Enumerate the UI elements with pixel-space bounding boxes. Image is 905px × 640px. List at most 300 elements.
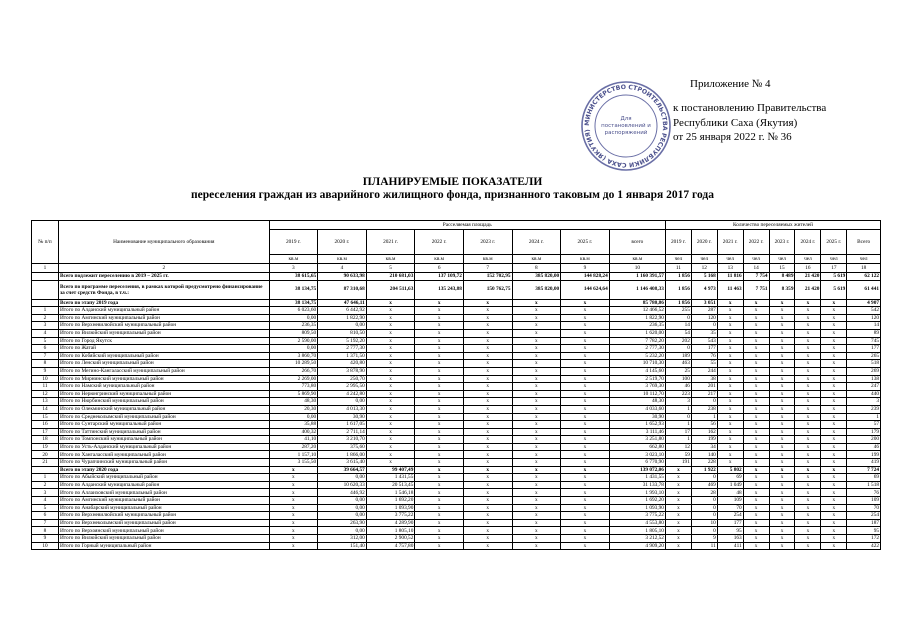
row-number-cell: 6 [32, 345, 59, 353]
value-cell: 5 869,90 [269, 390, 318, 398]
municipality-name-cell: Итого по Нюрбинский муниципальный район [58, 398, 269, 406]
municipality-name-cell: Итого по Вилюйский муниципальный район [58, 535, 269, 543]
value-cell: 255 [665, 307, 691, 315]
value-cell: x [743, 299, 769, 307]
resolution-line-2: Республики Саха (Якутия) [673, 116, 798, 129]
value-cell: x [463, 428, 512, 436]
value-cell: x [795, 459, 821, 467]
value-cell: 420,80 [318, 360, 367, 368]
value-cell: 163 [717, 535, 743, 543]
value-cell: 411 [717, 542, 743, 550]
column-number-cell: 6 [415, 264, 464, 273]
value-cell: x [769, 307, 795, 315]
row-number-cell: 15 [32, 413, 59, 421]
value-cell: 247 [847, 383, 881, 391]
value-cell: x [821, 329, 847, 337]
row-number-cell: 17 [32, 428, 59, 436]
value-cell: x [561, 443, 610, 451]
column-number-cell: 3 [269, 264, 318, 273]
value-cell: x [743, 405, 769, 413]
value-cell: 1 049 [717, 481, 743, 489]
value-cell: 5 619 [821, 280, 847, 299]
municipality-name-cell: Итого по Усть-Алданский муниципальный район [58, 443, 269, 451]
value-cell: x [561, 474, 610, 482]
value-cell: x [366, 352, 415, 360]
value-cell: 0 [665, 345, 691, 353]
table-row [32, 466, 881, 474]
value-cell: x [769, 535, 795, 543]
value-cell: x [561, 512, 610, 520]
column-number-cell: 13 [717, 264, 743, 273]
value-cell: x [717, 314, 743, 322]
value-cell: x [717, 299, 743, 307]
value-cell: 662,80 [609, 443, 665, 451]
value-cell: x [512, 405, 561, 413]
value-cell: x [512, 307, 561, 315]
value-cell: x [769, 337, 795, 345]
value-cell: 191 [665, 459, 691, 467]
table-row [32, 527, 881, 535]
value-cell: x [795, 314, 821, 322]
municipality-name-cell: Итого по Среднеколымский муниципальный район [58, 413, 269, 421]
value-cell: x [795, 428, 821, 436]
municipality-name-cell: Итого по Мегино-Кангаласский муниципальный район [58, 367, 269, 375]
value-cell: 76 [691, 352, 717, 360]
value-cell: 11 816 [717, 273, 743, 281]
value-cell: 0,00 [318, 527, 367, 535]
value-cell: 2 900,52 [366, 535, 415, 543]
value-cell: x [561, 390, 610, 398]
value-cell: 463 [665, 360, 691, 368]
value-cell: x [743, 398, 769, 406]
value-cell: x [415, 337, 464, 345]
value-cell: 46 [665, 383, 691, 391]
value-cell: x [717, 337, 743, 345]
value-cell: x [463, 535, 512, 543]
value-cell: x [366, 337, 415, 345]
value-cell: 137 109,72 [415, 273, 464, 281]
value-cell: x [821, 436, 847, 444]
value-cell: 10 620,33 [318, 481, 367, 489]
value-cell: x [561, 504, 610, 512]
value-cell: x [269, 535, 318, 543]
value-cell: 56 [691, 421, 717, 429]
value-cell: 151,40 [318, 542, 367, 550]
value-cell: x [769, 345, 795, 353]
value-cell: x [717, 345, 743, 353]
value-cell: x [717, 459, 743, 467]
value-cell: 199 [847, 451, 881, 459]
value-cell: x [561, 405, 610, 413]
value-cell: x [463, 360, 512, 368]
value-cell: 7 751 [743, 280, 769, 299]
municipality-name-cell: Итого по Ленский муниципальный район [58, 360, 269, 368]
value-cell: 1 546,18 [366, 489, 415, 497]
value-cell: x [463, 345, 512, 353]
value-cell: x [415, 519, 464, 527]
area-year-header: 2020 г. [318, 230, 367, 255]
value-cell: 2 995,50 [318, 383, 367, 391]
value-cell: 4 145,60 [609, 367, 665, 375]
value-cell: 2 777,30 [318, 345, 367, 353]
value-cell: x [561, 466, 610, 474]
value-cell: 14 [847, 322, 881, 330]
value-cell: 2 777,30 [609, 345, 665, 353]
value-cell: x [769, 352, 795, 360]
row-number-cell: 5 [32, 337, 59, 345]
municipality-name-cell: Итого по Верхневилюйский муниципальный район [58, 322, 269, 330]
value-cell: x [512, 519, 561, 527]
municipality-name-cell: Итого по Нерюнгринский муниципальный район [58, 390, 269, 398]
value-cell: 61 441 [847, 280, 881, 299]
value-cell: x [512, 428, 561, 436]
table-row [32, 535, 881, 543]
value-cell: 39 664,57 [318, 466, 367, 474]
value-cell: 7 754 [743, 273, 769, 281]
value-cell: x [795, 474, 821, 482]
value-cell: 422 [847, 542, 881, 550]
value-cell: x [561, 527, 610, 535]
value-cell: x [366, 459, 415, 467]
value-cell: x [665, 489, 691, 497]
value-cell: 1 518 [847, 481, 881, 489]
value-cell: x [795, 299, 821, 307]
value-cell: 109 [717, 497, 743, 505]
value-cell: x [366, 451, 415, 459]
value-cell: 1 [665, 405, 691, 413]
unit-cell: кв.м [318, 255, 367, 264]
value-cell: x [743, 360, 769, 368]
value-cell: 10 112,70 [609, 390, 665, 398]
value-cell: x [269, 481, 318, 489]
value-cell: x [463, 466, 512, 474]
value-cell: x [463, 481, 512, 489]
value-cell: x [795, 512, 821, 520]
value-cell: x [795, 398, 821, 406]
value-cell: x [415, 360, 464, 368]
value-cell: x [821, 481, 847, 489]
value-cell: x [821, 299, 847, 307]
value-cell: x [366, 329, 415, 337]
value-cell: 99 407,49 [366, 466, 415, 474]
value-cell: 266,70 [269, 367, 318, 375]
value-cell: x [512, 360, 561, 368]
stamp-center-1: Для [620, 116, 632, 122]
value-cell: x [665, 527, 691, 535]
column-number-cell: 16 [795, 264, 821, 273]
value-cell: 1 093,90 [609, 504, 665, 512]
stamp-center-3: распоряжений [604, 130, 648, 136]
value-cell: x [463, 352, 512, 360]
row-number-cell: 5 [32, 504, 59, 512]
municipality-name-cell: Итого по Кобяйский муниципальный район [58, 352, 269, 360]
value-cell: 5 192,20 [318, 337, 367, 345]
value-cell: x [821, 383, 847, 391]
value-cell: 238 [691, 405, 717, 413]
value-cell: 1 692,20 [366, 497, 415, 505]
value-cell: 140 [691, 451, 717, 459]
value-cell: x [561, 413, 610, 421]
table-row [32, 519, 881, 527]
table-row [32, 383, 881, 391]
value-cell: x [463, 519, 512, 527]
value-cell: 0,00 [318, 512, 367, 520]
value-cell: x [463, 451, 512, 459]
value-cell: 3 212,52 [609, 535, 665, 543]
table-row [32, 329, 881, 337]
value-cell: 269 [847, 367, 881, 375]
value-cell: 1 692,20 [609, 497, 665, 505]
value-cell: x [463, 314, 512, 322]
value-cell: 287,20 [269, 443, 318, 451]
value-cell: x [717, 413, 743, 421]
value-cell: 89 [847, 329, 881, 337]
value-cell: x [795, 337, 821, 345]
value-cell: x [743, 352, 769, 360]
value-cell: 4 973 [691, 280, 717, 299]
value-cell: x [743, 436, 769, 444]
value-cell: x [415, 466, 464, 474]
municipality-name-cell: Всего подлежит переселению в 2019 – 2025 гг. [58, 273, 269, 281]
resolution-line-1: к постановлению Правительства [673, 102, 827, 114]
value-cell: x [269, 542, 318, 550]
unit-cell: кв.м [269, 255, 318, 264]
unit-cell: чел [665, 255, 691, 264]
value-cell: x [415, 428, 464, 436]
value-cell: x [512, 345, 561, 353]
value-cell: x [415, 474, 464, 482]
value-cell: x [463, 504, 512, 512]
value-cell: 1 371,50 [318, 352, 367, 360]
value-cell: 1 856 [665, 280, 691, 299]
value-cell: x [415, 345, 464, 353]
column-number-cell: 8 [512, 264, 561, 273]
municipality-name-cell: Итого по Алданский муниципальный район [58, 481, 269, 489]
value-cell: 0 [691, 474, 717, 482]
value-cell: 10 710,30 [609, 360, 665, 368]
people-year-header: 2025 г. [821, 230, 847, 255]
value-cell: x [743, 535, 769, 543]
value-cell: x [769, 542, 795, 550]
value-cell: 90 633,98 [318, 273, 367, 281]
value-cell: 172 [847, 535, 881, 543]
value-cell: 4 033,60 [609, 405, 665, 413]
row-number-cell: 16 [32, 421, 59, 429]
value-cell: x [769, 443, 795, 451]
row-number-cell: 8 [32, 360, 59, 368]
value-cell: x [717, 360, 743, 368]
value-cell: 3 210,70 [318, 436, 367, 444]
value-cell: x [366, 299, 415, 307]
value-cell: 57 [847, 421, 881, 429]
value-cell: x [717, 375, 743, 383]
appendix-label: Приложение № 4 [690, 78, 771, 90]
value-cell: 773,80 [269, 383, 318, 391]
value-cell: 48,30 [609, 398, 665, 406]
value-cell: 0,00 [318, 504, 367, 512]
value-cell: 144 828,24 [561, 273, 610, 281]
row-number-cell: 13 [32, 398, 59, 406]
value-cell: x [561, 375, 610, 383]
municipality-name-cell: Итого по Таттинский муниципальный район [58, 428, 269, 436]
value-cell: 0 [665, 314, 691, 322]
value-cell: 254 [717, 512, 743, 520]
value-cell: 17 [665, 428, 691, 436]
value-cell: 28 [691, 489, 717, 497]
municipality-name-cell: Итого по Аллаиховский муниципальный район [58, 489, 269, 497]
value-cell: 0 [691, 512, 717, 520]
value-cell: x [463, 398, 512, 406]
value-cell: x [769, 527, 795, 535]
value-cell: x [561, 428, 610, 436]
value-cell: x [821, 345, 847, 353]
value-cell: x [415, 329, 464, 337]
value-cell: 139 072,06 [609, 466, 665, 474]
value-cell: x [821, 307, 847, 315]
value-cell: 265 [847, 352, 881, 360]
column-number-cell: 12 [691, 264, 717, 273]
value-cell: 55 [691, 360, 717, 368]
value-cell: x [415, 481, 464, 489]
value-cell: x [821, 375, 847, 383]
value-cell: x [821, 459, 847, 467]
value-cell: 144 624,64 [561, 280, 610, 299]
value-cell: 48,30 [269, 398, 318, 406]
value-cell: 6 023,60 [269, 307, 318, 315]
value-cell: 95 [847, 527, 881, 535]
value-cell: x [821, 542, 847, 550]
value-cell: 95 [717, 527, 743, 535]
row-number-cell [32, 273, 59, 281]
value-cell: 8 359 [769, 280, 795, 299]
value-cell: x [717, 390, 743, 398]
value-cell: x [415, 405, 464, 413]
value-cell: x [366, 367, 415, 375]
people-year-header: Всего [847, 230, 881, 255]
value-cell: 1 093,90 [366, 504, 415, 512]
value-cell: x [795, 307, 821, 315]
value-cell: x [269, 512, 318, 520]
value-cell: x [665, 519, 691, 527]
value-cell: x [415, 512, 464, 520]
value-cell: x [415, 367, 464, 375]
value-cell: 20 513,45 [366, 481, 415, 489]
value-cell: x [769, 512, 795, 520]
value-cell: 1 160 391,57 [609, 273, 665, 281]
value-cell: x [795, 527, 821, 535]
value-cell: x [415, 459, 464, 467]
value-cell: x [366, 398, 415, 406]
value-cell: x [366, 345, 415, 353]
value-cell: 210 681,03 [366, 273, 415, 281]
value-cell: x [743, 307, 769, 315]
value-cell: x [821, 352, 847, 360]
value-cell: x [366, 436, 415, 444]
value-cell: x [561, 542, 610, 550]
value-cell: 7 782,20 [609, 337, 665, 345]
value-cell: 21 420 [795, 280, 821, 299]
value-cell: x [561, 299, 610, 307]
value-cell: x [743, 512, 769, 520]
value-cell: x [743, 375, 769, 383]
value-cell: 35,88 [269, 421, 318, 429]
value-cell: x [769, 451, 795, 459]
value-cell: x [821, 421, 847, 429]
value-cell: x [769, 299, 795, 307]
value-cell: 38 [691, 375, 717, 383]
value-cell: x [512, 489, 561, 497]
value-cell: x [512, 322, 561, 330]
value-cell: 14 [665, 322, 691, 330]
value-cell: 162 [691, 428, 717, 436]
value-cell: x [743, 329, 769, 337]
table-row [32, 280, 881, 299]
row-number-cell: 19 [32, 443, 59, 451]
value-cell: x [415, 542, 464, 550]
value-cell: x [463, 383, 512, 391]
value-cell: 3 878,90 [318, 367, 367, 375]
value-cell: x [366, 413, 415, 421]
value-cell: x [821, 451, 847, 459]
value-cell: 2 519,70 [609, 375, 665, 383]
value-cell: 446,92 [318, 489, 367, 497]
value-cell: x [415, 497, 464, 505]
value-cell: x [743, 413, 769, 421]
value-cell: 1 805,10 [609, 527, 665, 535]
value-cell: x [769, 489, 795, 497]
table-row [32, 352, 881, 360]
value-cell: 4 907 [847, 299, 881, 307]
resolution-reference [673, 101, 826, 145]
value-cell: x [821, 360, 847, 368]
value-cell: x [743, 497, 769, 505]
value-cell: x [561, 421, 610, 429]
value-cell: x [717, 443, 743, 451]
value-cell: x [743, 367, 769, 375]
value-cell: x [821, 390, 847, 398]
value-cell: 0 [691, 527, 717, 535]
value-cell: x [463, 512, 512, 520]
people-year-header: 2023 г. [769, 230, 795, 255]
value-cell: x [795, 390, 821, 398]
value-cell: x [512, 481, 561, 489]
value-cell: 100 [665, 375, 691, 383]
row-number-cell [32, 466, 59, 474]
municipality-name-cell: Итого по Алданский муниципальный район [58, 307, 269, 315]
value-cell: x [366, 383, 415, 391]
value-cell: 135 243,88 [415, 280, 464, 299]
row-number-cell: 1 [32, 307, 59, 315]
value-cell: x [743, 481, 769, 489]
value-cell: x [769, 466, 795, 474]
value-cell: 87 310,68 [318, 280, 367, 299]
value-cell: 1 157,10 [269, 451, 318, 459]
value-cell: x [769, 413, 795, 421]
value-cell: x [512, 352, 561, 360]
value-cell: x [769, 519, 795, 527]
value-cell: 76 [847, 489, 881, 497]
value-cell: x [795, 466, 821, 474]
stamp-center-2: постановлений и [601, 123, 651, 129]
value-cell: x [769, 421, 795, 429]
value-cell: x [821, 497, 847, 505]
value-cell: 1 [665, 421, 691, 429]
row-number-cell: 18 [32, 436, 59, 444]
value-cell: 1 [691, 413, 717, 421]
area-year-header: 2019 г. [269, 230, 318, 255]
value-cell: x [463, 329, 512, 337]
municipality-name-cell: Итого по Хангаласский муниципальный район [58, 451, 269, 459]
